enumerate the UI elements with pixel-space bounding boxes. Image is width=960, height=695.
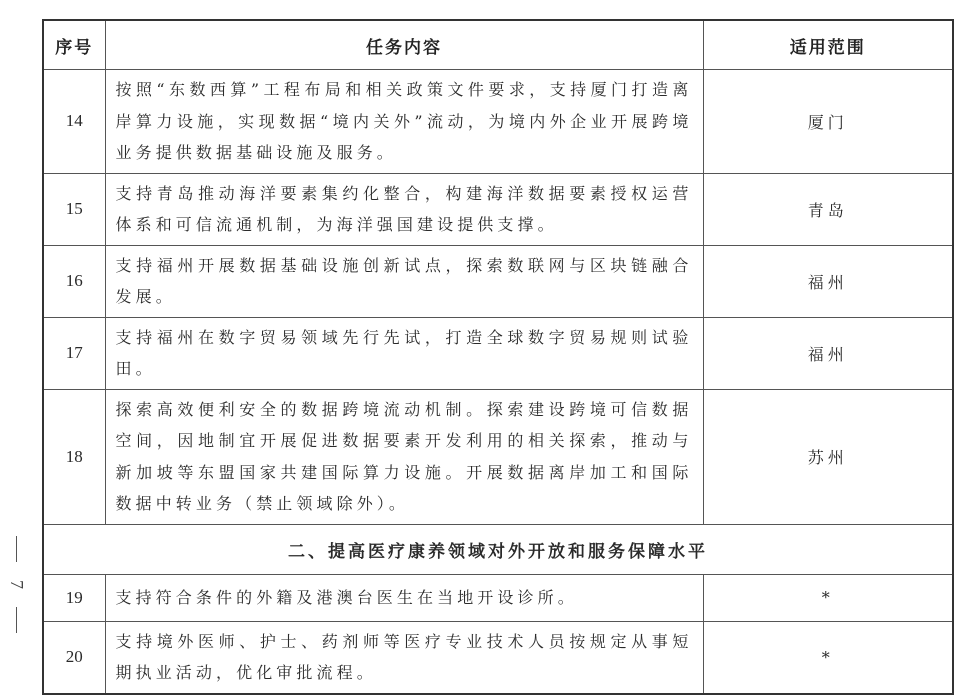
row-content: 探索高效便利安全的数据跨境流动机制。探索建设跨境可信数据空间，因地制宜开展促进数据要素开发利用的相关探索，推动与新加坡等东盟国家共建国际算力设施。开展数据离岸加工和国际数据中转业务（禁止领域除外）。 xyxy=(105,389,703,524)
row-content: 按照“东数西算”工程布局和相关政策文件要求，支持厦门打造离岸算力设施，实现数据“境内关外”流动，为境内外企业开展跨境业务提供数据基础设施及服务。 xyxy=(105,70,703,174)
section-row xyxy=(43,524,953,574)
task-table xyxy=(42,19,954,695)
table-row xyxy=(43,317,953,389)
row-content: 支持青岛推动海洋要素集约化整合，构建海洋数据要素授权运营体系和可信流通机制，为海洋强国建设提供支撑。 xyxy=(105,173,703,245)
row-number: 16 xyxy=(43,245,105,317)
table-row xyxy=(43,574,953,621)
table-row xyxy=(43,70,953,174)
section-title: 二、提高医疗康养领域对外开放和服务保障水平 xyxy=(43,524,953,574)
page-number-dash-top xyxy=(16,536,17,562)
row-number: 14 xyxy=(43,70,105,174)
row-number: 17 xyxy=(43,317,105,389)
table-row xyxy=(43,173,953,245)
row-content: 支持福州开展数据基础设施创新试点，探索数联网与区块链融合发展。 xyxy=(105,245,703,317)
header-scope: 适用范围 xyxy=(703,20,953,70)
row-scope: 福州 xyxy=(703,317,953,389)
row-content: 支持符合条件的外籍及港澳台医生在当地开设诊所。 xyxy=(105,574,703,621)
row-number: 19 xyxy=(43,574,105,621)
header-number: 序号 xyxy=(43,20,105,70)
row-number: 15 xyxy=(43,173,105,245)
row-number: 20 xyxy=(43,621,105,694)
row-scope: 厦门 xyxy=(703,70,953,174)
table-header-row xyxy=(43,20,953,70)
table-row xyxy=(43,245,953,317)
row-scope: 青岛 xyxy=(703,173,953,245)
header-task-content: 任务内容 xyxy=(105,20,703,70)
row-scope: 苏州 xyxy=(703,389,953,524)
table-row xyxy=(43,389,953,524)
row-content: 支持境外医师、护士、药剂师等医疗专业技术人员按规定从事短期执业活动，优化审批流程。 xyxy=(105,621,703,694)
page-number-dash-bottom xyxy=(16,607,17,633)
row-scope: * xyxy=(703,574,953,621)
page-number xyxy=(6,536,26,636)
row-scope: * xyxy=(703,621,953,694)
row-scope: 福州 xyxy=(703,245,953,317)
row-number: 18 xyxy=(43,389,105,524)
row-content: 支持福州在数字贸易领域先行先试，打造全球数字贸易规则试验田。 xyxy=(105,317,703,389)
page-number-value: 7 xyxy=(6,580,27,589)
table-row xyxy=(43,621,953,694)
